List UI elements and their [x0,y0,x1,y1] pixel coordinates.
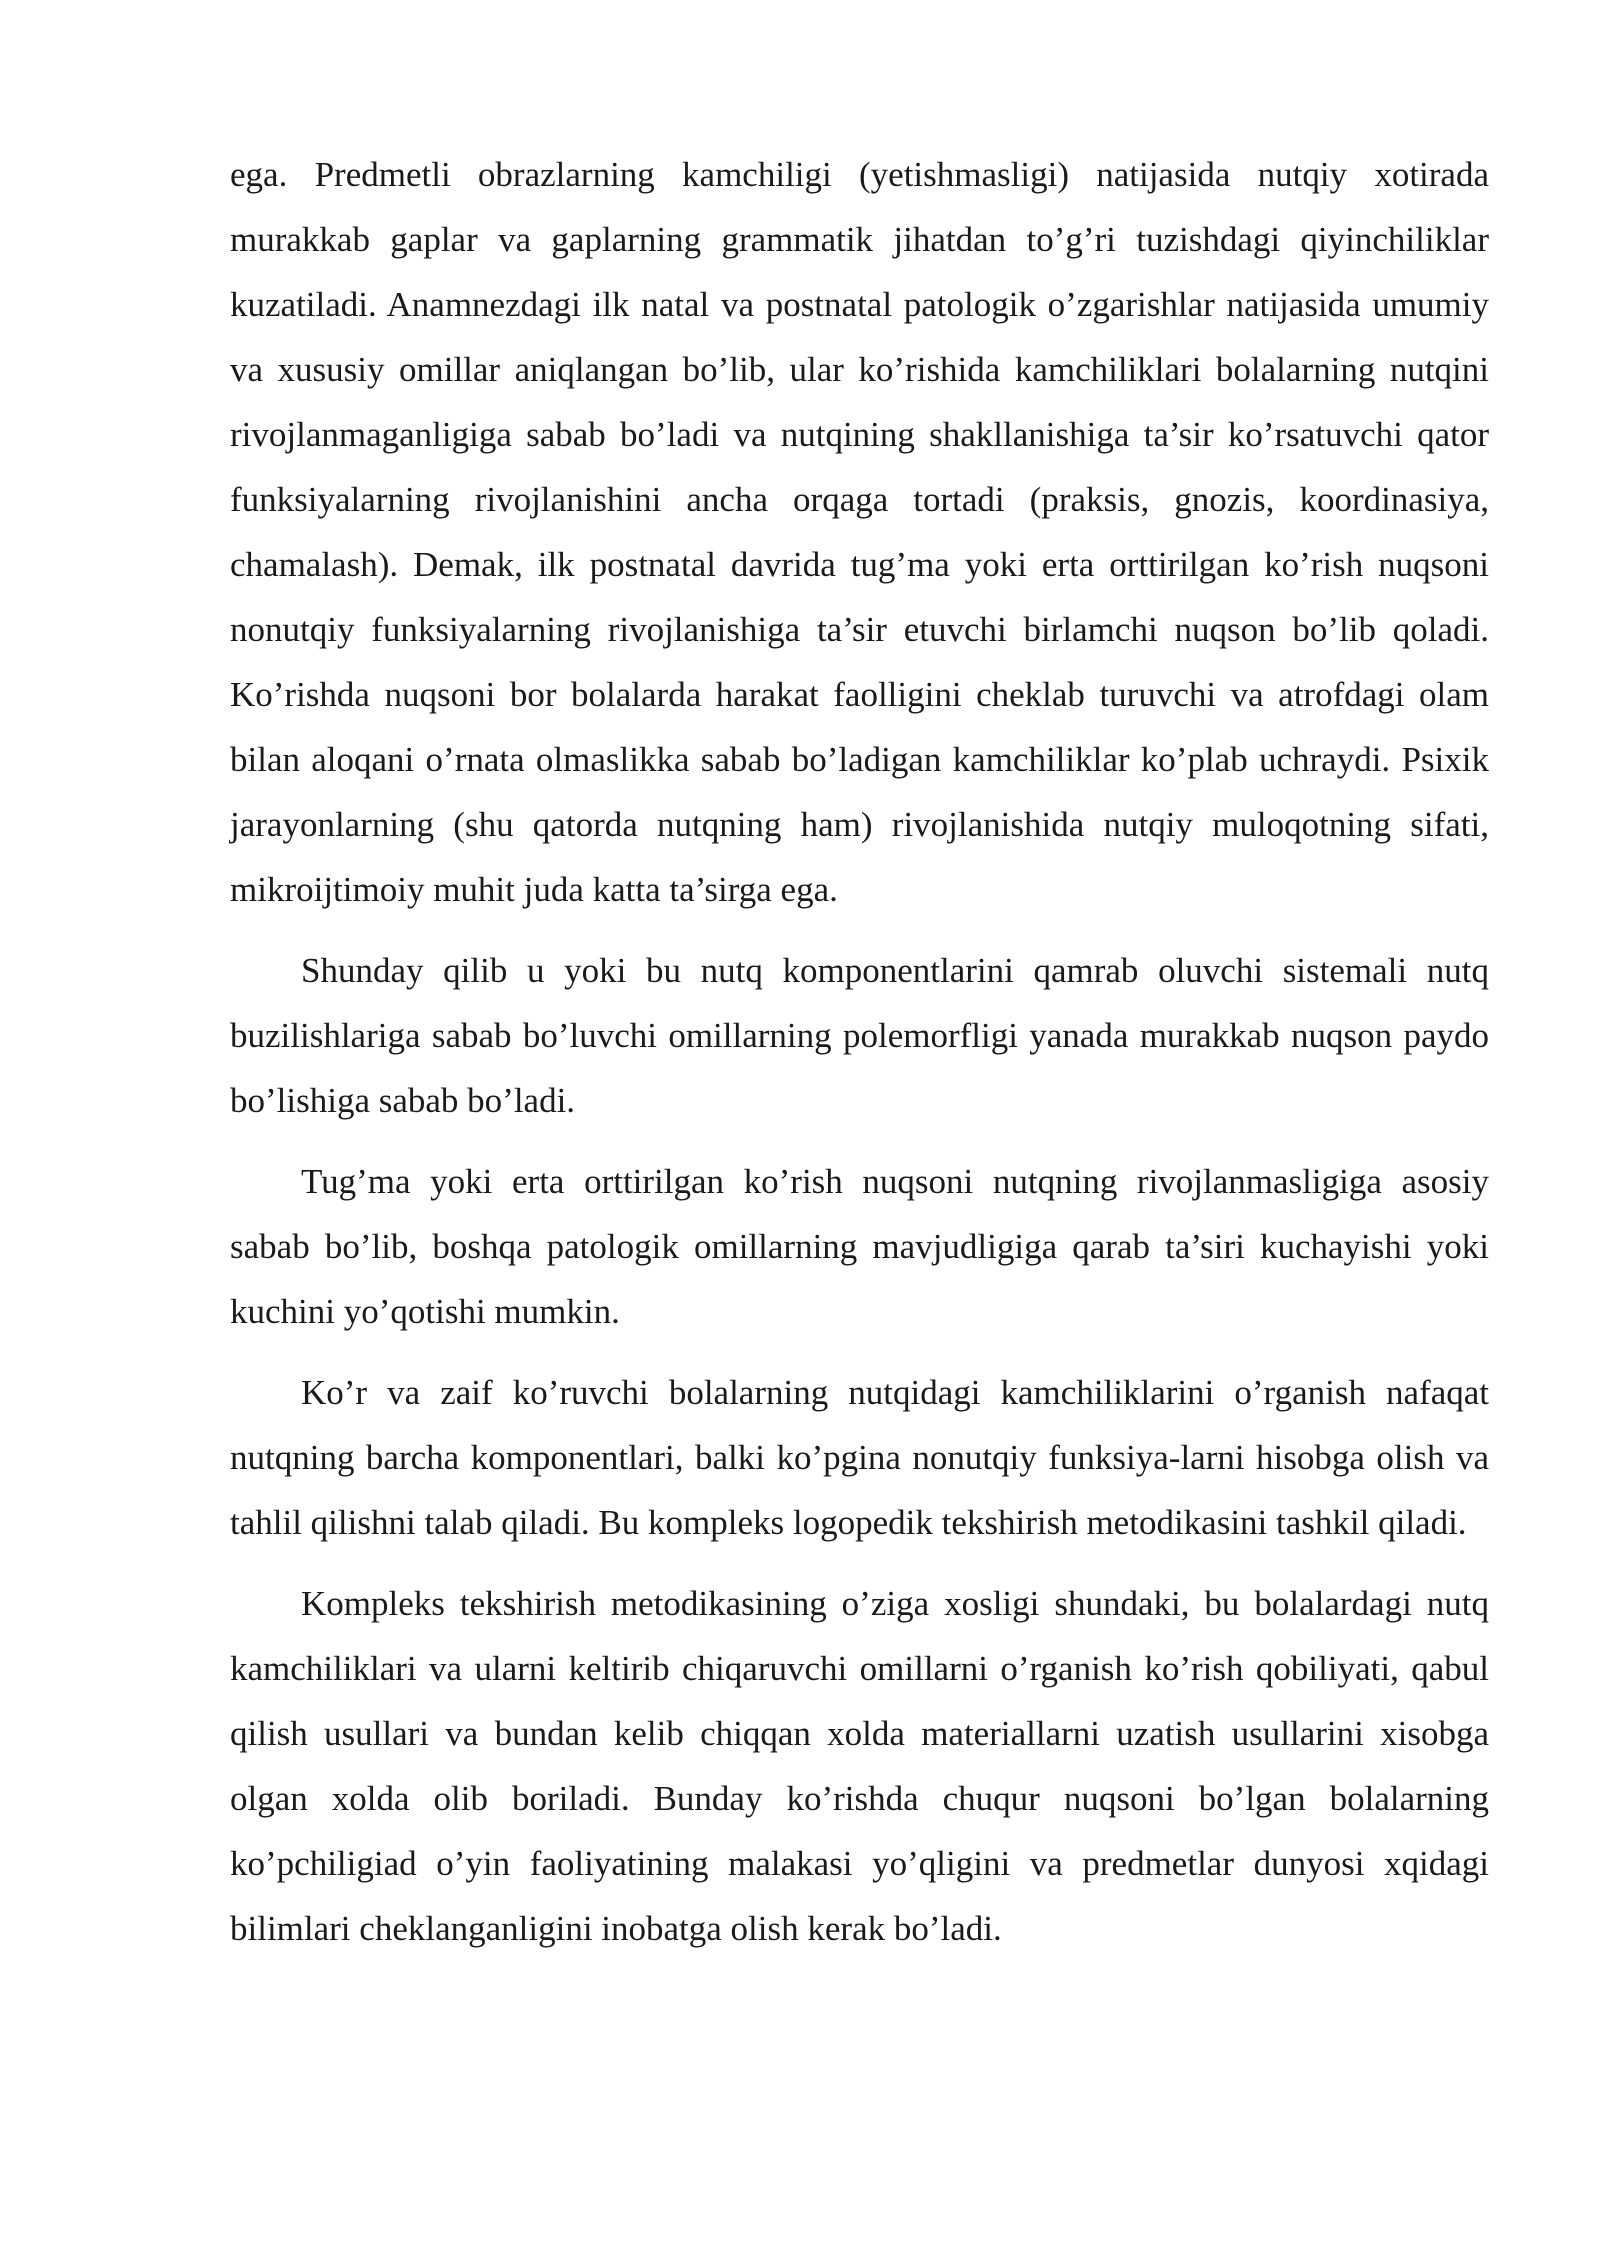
paragraph-1: ega. Predmetli obrazlarning kamchiligi (yetishmasligi) natijasida nutqiy xotirada murakkab gaplar va gaplarning grammatik jihatdan to’g’ri tuzishdagi qiyinchiliklar kuzatiladi. Anamnezdagi ilk natal va postnatal patologik o’zgarishlar natijasida umumiy va xususiy omillar aniqlangan bo’lib, ular ko’rishida kamchiliklari bolalarning nutqini rivojlanmaganligiga sabab bo’ladi va nutqining shakllanishiga ta’sir ko’rsatuvchi qator funksiyalarning rivojlanishini ancha orqaga tortadi (praksis, gnozis, koordinasiya, chamalash). Demak, ilk postnatal davrida tug’ma yoki erta orttirilgan ko’rish nuqsoni nonutqiy funksiyalarning rivojlanishiga ta’sir etuvchi birlamchi nuqson bo’lib qoladi. Ko’rishda nuqsoni bor bolalarda harakat faolligini cheklab turuvchi va atrofdagi olam bilan aloqani o’rnata olmaslikka sabab bo’ladigan kamchiliklar ko’plab uchraydi. Psixik jarayonlarning (shu qatorda nutqning ham) rivojlanishida nutqiy muloqotning sifati, mikroijtimoiy muhit juda katta ta’sirga ega. [230,155,1489,909]
document-page [230,142,1489,1977]
paragraph-2: Shunday qilib u yoki bu nutq komponentlarini qamrab oluvchi sistemali nutq buzilishlariga sabab bo’luvchi omillarning polemorfligi yanada murakkab nuqson paydo bo’lishiga sabab bo’ladi. [230,951,1489,1120]
paragraph-5: Kompleks tekshirish metodikasining o’ziga xosligi shundaki, bu bolalardagi nutq kamchiliklari va ularni keltirib chiqaruvchi omillarni o’rganish ko’rish qobiliyati, qabul qilish usullari va bundan kelib chiqqan xolda materiallarni uzatish usullarini xisobga olgan xolda olib boriladi. Bunday ko’rishda chuqur nuqsoni bo’lgan bolalarning ko’pchiligiad o’yin faoliyatining malakasi yo’qligini va predmetlar dunyosi xqidagi bilimlari cheklanganligini inobatga olish kerak bo’ladi. [230,1584,1489,1948]
paragraph-3: Tug’ma yoki erta orttirilgan ko’rish nuqsoni nutqning rivojlanmasligiga asosiy sabab bo’lib, boshqa patologik omillarning mavjudligiga qarab ta’siri kuchayishi yoki kuchini yo’qotishi mumkin. [230,1162,1489,1331]
paragraph-4: Ko’r va zaif ko’ruvchi bolalarning nutqidagi kamchiliklarini o’rganish nafaqat nutqning barcha komponentlari, balki ko’pgina nonutqiy funksiya-larni hisobga olish va tahlil qilishni talab qiladi. Bu kompleks logopedik tekshirish metodikasini tashkil qiladi. [230,1373,1489,1542]
